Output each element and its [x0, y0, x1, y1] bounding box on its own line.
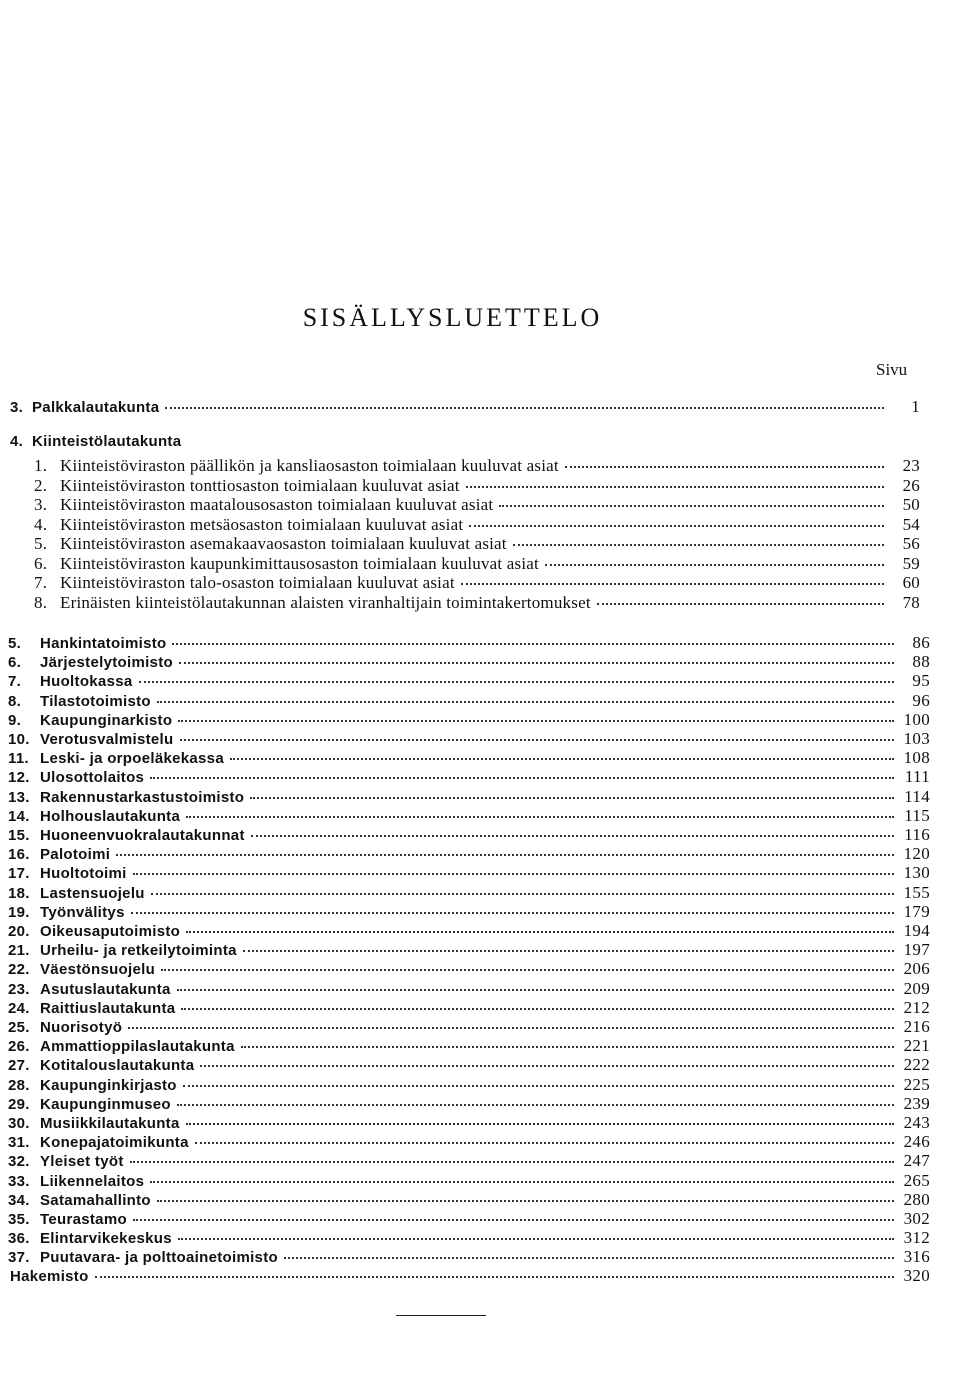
entry-label: Lastensuojelu: [40, 884, 145, 902]
toc-subentry[interactable]: [34, 554, 920, 574]
entry-page: 103: [903, 729, 930, 748]
leader-dots: [195, 1142, 894, 1144]
toc-entry[interactable]: [8, 921, 930, 941]
leader-dots: [180, 739, 895, 741]
toc-entry[interactable]: [8, 633, 930, 653]
leader-dots: [161, 969, 894, 971]
entry-page: 216: [903, 1017, 930, 1036]
toc-entry[interactable]: [8, 1094, 930, 1114]
toc-subentry[interactable]: [34, 456, 920, 476]
entry-label: Yleiset työt: [40, 1153, 124, 1171]
entry-label: Palkkalautakunta: [32, 399, 160, 416]
entry-page: 197: [903, 940, 930, 960]
entry-number: 5.: [34, 534, 48, 553]
entry-page: 280: [903, 1189, 930, 1209]
entry-page: 222: [903, 1055, 930, 1075]
entry-page: 95: [912, 671, 930, 691]
entry-number: 30.: [8, 1115, 30, 1132]
leader-dots: [177, 989, 894, 991]
leader-dots: [186, 816, 894, 818]
entry-page: 96: [912, 690, 930, 710]
leader-dots: [128, 1027, 894, 1029]
entry-label: Oikeusaputoimisto: [40, 923, 181, 940]
entry-label: Kaupunginmuseo: [40, 1095, 171, 1113]
leader-dots: [181, 1008, 894, 1010]
entry-number: 25.: [8, 1019, 30, 1036]
entry-number: 1.: [34, 456, 48, 475]
leader-dots: [95, 1276, 894, 1278]
leader-dots: [116, 854, 894, 856]
entry-number: 15.: [8, 827, 30, 844]
leader-dots: [183, 1085, 894, 1087]
entry-page: 225: [903, 1074, 930, 1094]
entry-page: 86: [912, 633, 930, 652]
entry-number: 19.: [8, 903, 30, 921]
entry-page: 78: [902, 592, 920, 612]
entry-label: Hakemisto: [10, 1268, 89, 1285]
entry-page: 221: [903, 1036, 930, 1056]
section-number: 4.: [10, 433, 24, 450]
toc-subentry[interactable]: [34, 534, 920, 554]
entry-page: 179: [903, 901, 930, 921]
entry-page: 116: [904, 825, 930, 844]
toc-subentry[interactable]: [34, 573, 920, 593]
entry-label: Satamahallinto: [40, 1191, 151, 1209]
toc-entry[interactable]: [8, 1228, 930, 1248]
entry-page: 88: [912, 652, 930, 672]
divider-rule: [396, 1315, 486, 1316]
entry-page: 50: [902, 495, 920, 514]
leader-dots: [131, 912, 894, 914]
entry-number: 37.: [8, 1249, 30, 1267]
toc-entry[interactable]: [8, 710, 930, 730]
leader-dots: [284, 1257, 894, 1259]
entry-label: Hankintatoimisto: [40, 635, 167, 652]
leader-dots: [151, 893, 894, 895]
entry-page: 130: [903, 863, 930, 883]
entry-label: Leski- ja orpoeläkekassa: [40, 750, 224, 768]
entry-number: 33.: [8, 1172, 30, 1190]
entry-number: 29.: [8, 1095, 30, 1113]
entry-page: 302: [903, 1209, 930, 1228]
entry-label: Raittiuslautakunta: [40, 999, 176, 1017]
entry-label: Palotoimi: [40, 846, 111, 864]
leader-dots: [565, 466, 884, 468]
entry-label: Teurastamo: [40, 1211, 127, 1228]
leader-dots: [545, 564, 884, 566]
toc-entry[interactable]: [8, 806, 930, 826]
leader-dots: [513, 544, 884, 546]
entry-label: Kiinteistöviraston asemakaavaosaston toimialaan kuuluvat asiat: [60, 534, 507, 553]
entry-label: Huoltokassa: [40, 673, 133, 691]
entry-page: 111: [904, 767, 930, 787]
entry-page: 23: [902, 456, 920, 475]
entry-label: Kiinteistöviraston tonttiosaston toimialaan kuuluvat asiat: [60, 475, 460, 495]
entry-number: 7.: [8, 673, 22, 691]
entry-number: 32.: [8, 1153, 30, 1171]
leader-dots: [186, 931, 894, 933]
entry-number: 24.: [8, 999, 30, 1017]
entry-number: 6.: [8, 654, 22, 672]
leader-dots: [133, 873, 894, 875]
entry-page: 212: [903, 997, 930, 1017]
entry-number: 17.: [8, 865, 30, 883]
entry-page: 1: [911, 397, 920, 416]
toc-entry[interactable]: [8, 1036, 930, 1056]
entry-label: Nuorisotyö: [40, 1019, 123, 1036]
entry-page: 60: [902, 573, 920, 592]
entry-number: 9.: [8, 711, 22, 729]
toc-entry[interactable]: [8, 767, 930, 787]
entry-number: 13.: [8, 788, 30, 806]
entry-label: Kiinteistöviraston kaupunkimittausosaston toimialaan kuuluvat asiat: [60, 553, 539, 573]
toc-entry[interactable]: [8, 691, 930, 711]
page-column-label: Sivu: [876, 360, 908, 379]
entry-page: 243: [903, 1113, 930, 1132]
entry-label: Kiinteistöviraston maatalousosaston toimialaan kuuluvat asiat: [60, 495, 494, 514]
entry-label: Musiikkilautakunta: [40, 1115, 180, 1132]
leader-dots: [157, 1200, 894, 1202]
entry-label: Kiinteistöviraston päällikön ja kansliaosaston toimialaan kuuluvat asiat: [60, 456, 559, 475]
toc-entry[interactable]: [8, 998, 930, 1018]
toc-entry[interactable]: [8, 1190, 930, 1210]
entry-page: 209: [903, 978, 930, 998]
leader-dots: [466, 486, 884, 488]
entry-number: 34.: [8, 1191, 30, 1209]
entry-page: 320: [903, 1266, 930, 1285]
entry-label: Liikennelaitos: [40, 1172, 145, 1190]
leader-dots: [178, 1238, 894, 1240]
entry-page: 114: [904, 786, 930, 806]
entry-number: 14.: [8, 807, 30, 825]
leader-dots: [178, 720, 894, 722]
leader-dots: [251, 835, 894, 837]
entry-page: 120: [903, 844, 930, 864]
entry-number: 2.: [34, 475, 48, 495]
leader-dots: [133, 1219, 894, 1221]
toc-entry[interactable]: [8, 979, 930, 999]
toc-entry[interactable]: [10, 397, 920, 417]
toc-entry[interactable]: [8, 940, 930, 960]
entry-number: 10.: [8, 731, 30, 748]
entry-page: 312: [903, 1228, 930, 1248]
entry-label: Järjestelytoimisto: [40, 654, 173, 672]
toc-subentry[interactable]: [34, 593, 920, 613]
toc-entry[interactable]: [8, 1151, 930, 1171]
toc-entry[interactable]: [8, 883, 930, 903]
entry-label: Väestönsuojelu: [40, 961, 156, 979]
leader-dots: [157, 701, 894, 703]
toc-subentry[interactable]: [34, 515, 920, 535]
leader-dots: [241, 1046, 894, 1048]
entry-label: Holhouslautakunta: [40, 807, 181, 825]
toc-entry[interactable]: [8, 1017, 930, 1037]
toc-entry[interactable]: [8, 671, 930, 691]
section-heading: [10, 433, 181, 453]
entry-number: 3.: [34, 495, 48, 514]
leader-dots: [165, 407, 884, 409]
entry-number: 7.: [34, 573, 48, 592]
toc-entry[interactable]: [8, 902, 930, 922]
entry-number: 8.: [8, 692, 22, 710]
entry-number: 16.: [8, 846, 30, 864]
entry-label: Huoneenvuokralautakunnat: [40, 827, 245, 844]
leader-dots: [461, 583, 884, 585]
toc-entry[interactable]: [8, 652, 930, 672]
leader-dots: [179, 662, 894, 664]
entry-label: Elintarvikekeskus: [40, 1230, 172, 1248]
leader-dots: [139, 681, 895, 683]
leader-dots: [250, 797, 894, 799]
toc-entry[interactable]: [8, 863, 930, 883]
page-title: SISÄLLYSLUETTELO: [302, 303, 603, 332]
entry-label: Tilastotoimisto: [40, 692, 151, 710]
leader-dots: [469, 525, 884, 527]
toc-entry[interactable]: [8, 1132, 930, 1152]
leader-dots: [150, 1181, 894, 1183]
toc-subentry[interactable]: [34, 476, 920, 496]
entry-label: Ammattioppilaslautakunta: [40, 1038, 235, 1056]
entry-number: 21.: [8, 942, 30, 960]
entry-label: Kiinteistöviraston metsäosaston toimialaan kuuluvat asiat: [60, 514, 464, 534]
entry-number: 27.: [8, 1057, 30, 1075]
leader-dots: [186, 1123, 894, 1125]
toc-entry[interactable]: [8, 959, 930, 979]
entry-page: 26: [902, 475, 920, 495]
toc-subentry[interactable]: [34, 495, 920, 515]
entry-page: 54: [902, 514, 920, 534]
entry-label: Kaupunginkirjasto: [40, 1076, 177, 1094]
leader-dots: [130, 1161, 894, 1163]
toc-entry[interactable]: [8, 1247, 930, 1267]
toc-entry[interactable]: [8, 1209, 930, 1229]
entry-label: Puutavara- ja polttoainetoimisto: [40, 1249, 278, 1267]
entry-page: 59: [902, 553, 920, 573]
entry-label: Erinäisten kiinteistölautakunnan alaisten viranhaltijain toimintakertomukset: [60, 592, 591, 612]
leader-dots: [172, 643, 894, 645]
leader-dots: [150, 777, 894, 779]
entry-page: 100: [903, 709, 930, 729]
entry-label: Kiinteistöviraston talo-osaston toimialaan kuuluvat asiat: [60, 573, 455, 592]
entry-number: 20.: [8, 923, 30, 940]
entry-number: 12.: [8, 769, 30, 787]
toc-entry-index[interactable]: [10, 1266, 930, 1286]
entry-label: Työnvälitys: [40, 903, 125, 921]
entry-number: 3.: [10, 399, 24, 416]
entry-page: 246: [903, 1132, 930, 1152]
entry-label: Kotitalouslautakunta: [40, 1057, 195, 1075]
entry-label: Asutuslautakunta: [40, 980, 171, 998]
entry-number: 31.: [8, 1134, 30, 1152]
toc-entry[interactable]: [8, 1113, 930, 1133]
entry-label: Konepajatoimikunta: [40, 1134, 189, 1152]
leader-dots: [243, 950, 894, 952]
leader-dots: [200, 1065, 894, 1067]
entry-label: Rakennustarkastustoimisto: [40, 788, 245, 806]
entry-page: 115: [904, 805, 930, 825]
toc-entry[interactable]: [8, 844, 930, 864]
leader-dots: [499, 505, 884, 507]
entry-number: 36.: [8, 1230, 30, 1248]
leader-dots: [230, 758, 894, 760]
entry-page: 108: [903, 748, 930, 768]
entry-number: 23.: [8, 980, 30, 998]
entry-label: Ulosottolaitos: [40, 769, 145, 787]
entry-page: 56: [902, 534, 920, 553]
entry-number: 11.: [8, 750, 29, 768]
entry-page: 316: [903, 1247, 930, 1267]
toc-entry[interactable]: [8, 1075, 930, 1095]
toc-entry[interactable]: [8, 825, 930, 845]
entry-number: 8.: [34, 592, 48, 612]
entry-page: 265: [903, 1170, 930, 1190]
entry-page: 239: [903, 1093, 930, 1113]
entry-number: 28.: [8, 1076, 30, 1094]
entry-page: 206: [903, 959, 930, 979]
entry-number: 22.: [8, 961, 30, 979]
entry-number: 4.: [34, 514, 48, 534]
entry-page: 247: [903, 1151, 930, 1171]
toc-entry[interactable]: [8, 1055, 930, 1075]
entry-label: Kaupunginarkisto: [40, 711, 173, 729]
entry-page: 194: [903, 921, 930, 940]
toc-entry[interactable]: [8, 787, 930, 807]
entry-number: 18.: [8, 884, 30, 902]
entry-number: 6.: [34, 553, 48, 573]
section-label: Kiinteistölautakunta: [32, 433, 182, 450]
entry-label: Huoltotoimi: [40, 865, 127, 883]
entry-page: 155: [903, 882, 930, 902]
entry-number: 26.: [8, 1038, 30, 1056]
entry-number: 5.: [8, 635, 22, 652]
entry-label: Verotusvalmistelu: [40, 731, 174, 748]
leader-dots: [177, 1104, 894, 1106]
entry-number: 35.: [8, 1211, 30, 1228]
toc-entry[interactable]: [8, 748, 930, 768]
leader-dots: [597, 603, 884, 605]
toc-entry[interactable]: [8, 1171, 930, 1191]
entry-label: Urheilu- ja retkeilytoiminta: [40, 942, 237, 960]
toc-entry[interactable]: [8, 729, 930, 749]
